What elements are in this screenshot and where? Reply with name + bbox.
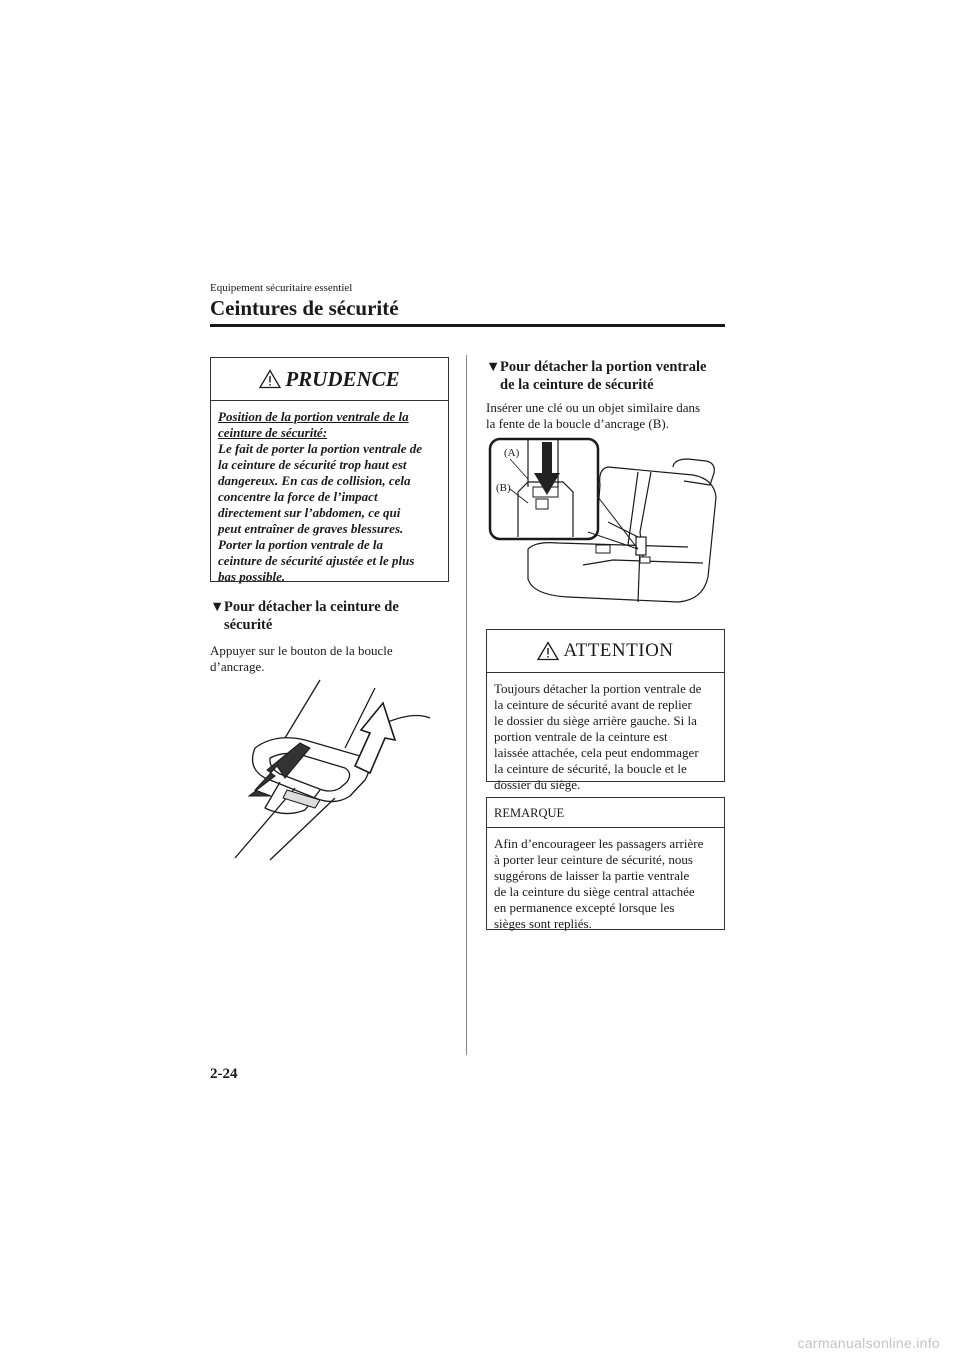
attention-body bbox=[487, 673, 724, 799]
triangle-bullet-icon: ▼ bbox=[210, 599, 225, 615]
detach-belt-heading-line: sécurité bbox=[224, 617, 273, 633]
prudence-text-line: dangereux. En cas de collision, cela bbox=[218, 473, 411, 488]
detach-lap-text-line: Insérer une clé ou un objet similaire dans bbox=[486, 400, 701, 415]
prudence-text-line: la ceinture de sécurité trop haut est bbox=[218, 457, 407, 472]
prudence-callout bbox=[210, 357, 449, 582]
detach-belt-text-line: Appuyer sur le bouton de la boucle bbox=[210, 643, 393, 658]
release-arrow-icon bbox=[355, 703, 395, 773]
prudence-body bbox=[211, 401, 448, 591]
prudence-text-line: concentre la force de l’impact bbox=[218, 489, 378, 504]
attention-text-line: la ceinture de sécurité avant de replier bbox=[494, 697, 692, 712]
detach-lap-heading bbox=[486, 358, 706, 394]
remarque-text-line: à porter leur ceinture de sécurité, nous bbox=[494, 852, 693, 867]
triangle-bullet-icon: ▼ bbox=[486, 359, 501, 375]
prudence-heading-line: ceinture de sécurité: bbox=[218, 425, 328, 440]
title-rule bbox=[210, 324, 725, 327]
remarque-text-line: de la ceinture du siège central attachée bbox=[494, 884, 695, 899]
section-label: Equipement sécuritaire essentiel bbox=[210, 282, 353, 294]
page-number: 2-24 bbox=[210, 1066, 238, 1082]
attention-callout bbox=[486, 629, 725, 792]
attention-text-line: laissée attachée, cela peut endommager bbox=[494, 745, 699, 760]
prudence-text-line: ceinture de sécurité ajustée et le plus bbox=[218, 553, 415, 568]
rear-seat-illustration bbox=[488, 437, 728, 612]
attention-text-line: la ceinture de sécurité, la boucle et le bbox=[494, 761, 687, 776]
detach-lap-text-line: la fente de la boucle d’ancrage (B). bbox=[486, 416, 669, 431]
prudence-title: PRUDENCE bbox=[285, 366, 400, 391]
column-divider bbox=[466, 355, 467, 1055]
prudence-text-line: Le fait de porter la portion ventrale de bbox=[218, 441, 423, 456]
detach-belt-heading bbox=[210, 598, 399, 634]
remarque-text-line: suggérons de laisser la partie ventrale bbox=[494, 868, 690, 883]
warning-triangle-icon bbox=[259, 369, 281, 389]
prudence-heading-line: Position de la portion ventrale de la bbox=[218, 409, 409, 424]
attention-text-line: dossier du siège. bbox=[494, 777, 581, 792]
remarque-body bbox=[487, 828, 724, 938]
attention-title: ATTENTION bbox=[563, 640, 674, 661]
detach-belt-text-line: d’ancrage. bbox=[210, 659, 265, 674]
press-arrow-icon bbox=[249, 743, 310, 796]
watermark-link[interactable]: carmanualsonline.info bbox=[797, 1335, 940, 1351]
label-a: (A) bbox=[504, 447, 520, 459]
remarque-text-line: sièges sont repliés. bbox=[494, 916, 592, 931]
detach-belt-text bbox=[210, 643, 393, 675]
buckle-release-illustration bbox=[225, 678, 435, 863]
prudence-text-line: directement sur l’abdomen, ce qui bbox=[218, 505, 401, 520]
detach-lap-heading-line: Pour détacher la portion ventrale bbox=[500, 359, 707, 375]
attention-text-line: portion ventrale de la ceinture est bbox=[494, 729, 668, 744]
label-b: (B) bbox=[496, 482, 511, 494]
prudence-header bbox=[211, 358, 448, 401]
remarque-text-line: Afin d’encourageer les passagers arrière bbox=[494, 836, 704, 851]
remarque-text-line: en permanence excepté lorsque les bbox=[494, 900, 675, 915]
prudence-text-line: Porter la portion ventrale de la bbox=[218, 537, 384, 552]
remarque-title: REMARQUE bbox=[487, 798, 724, 828]
detach-lap-text bbox=[486, 400, 700, 432]
warning-triangle-icon bbox=[537, 641, 559, 661]
detach-lap-heading-line: de la ceinture de sécurité bbox=[500, 377, 654, 393]
attention-text-line: Toujours détacher la portion ventrale de bbox=[494, 681, 702, 696]
prudence-text-line: peut entraîner de graves blessures. bbox=[218, 521, 404, 536]
prudence-text-line: bas possible. bbox=[218, 569, 286, 584]
attention-text-line: le dossier du siège arrière gauche. Si la bbox=[494, 713, 697, 728]
detach-belt-heading-line: Pour détacher la ceinture de bbox=[224, 599, 399, 615]
page-title: Ceintures de sécurité bbox=[210, 296, 399, 320]
buckle-detail bbox=[596, 537, 650, 563]
attention-header bbox=[487, 630, 724, 673]
remarque-callout bbox=[486, 797, 725, 930]
